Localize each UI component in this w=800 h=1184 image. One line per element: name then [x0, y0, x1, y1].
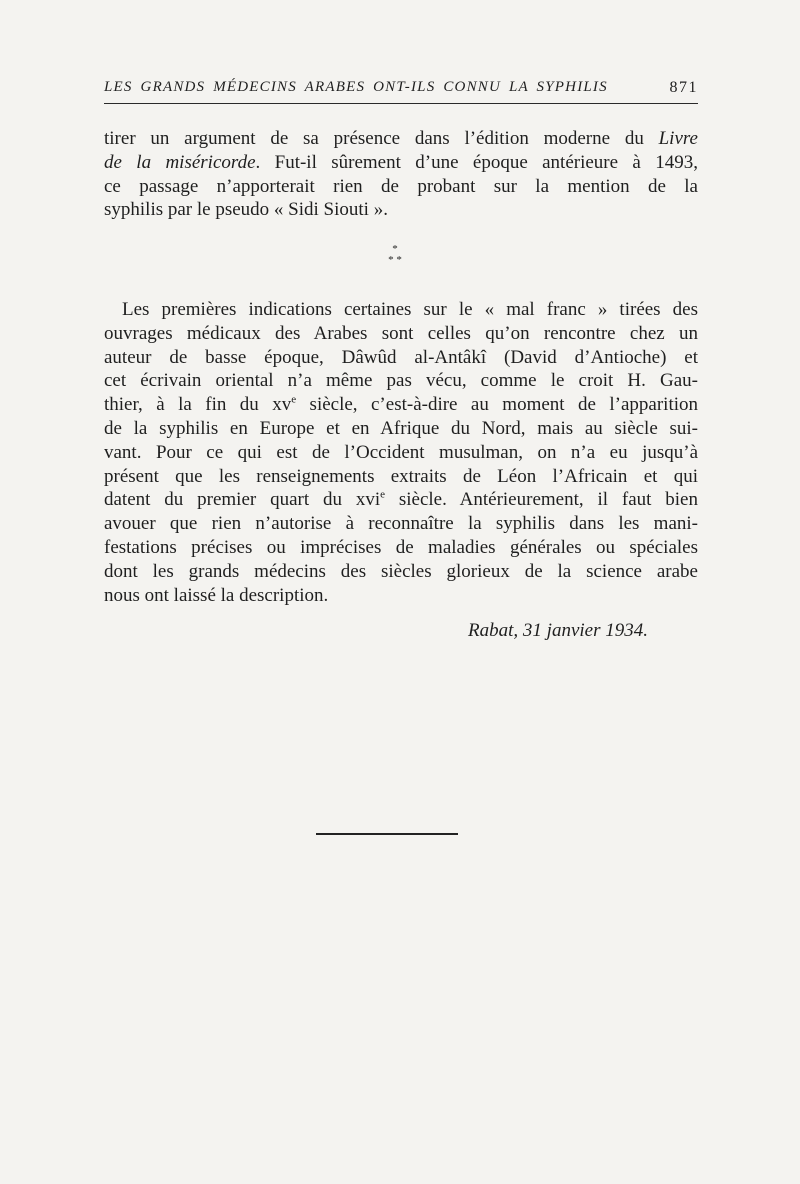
running-head	[104, 74, 698, 100]
text-line: syphilis par le pseudo « Sidi Siouti ».	[104, 199, 388, 221]
end-rule	[316, 833, 458, 835]
asterism-bottom: * *	[388, 254, 402, 266]
place-date-signature: Rabat, 31 janvier 1934.	[468, 620, 648, 641]
text-line: Les premières indications certaines sur le « mal franc » tirées des	[122, 299, 698, 320]
ordinal-superscript: e	[291, 393, 297, 406]
text-line: de la syphilis en Europe et en Afrique du Nord, mais au siècle sui-	[104, 417, 698, 439]
page-number: 871	[669, 79, 698, 96]
paragraph-continuation	[104, 127, 698, 222]
text-line: dont les grands médecins des siècles glorieux de la science arabe	[104, 560, 698, 582]
text-line: auteur de basse époque, Dâwûd al-Antâkî (David d’Antioche) et	[104, 346, 698, 368]
text-line: ce passage n’apporterait rien de probant sur la mention de la	[104, 175, 698, 197]
text-line: festations précises ou imprécises de maladies générales ou spéciales	[104, 536, 698, 558]
text-line: thier, à la fin du $xv^e$ siècle, c’est-à-dire au moment de l’apparition	[104, 393, 698, 416]
text-line: présent que les renseignements extraits de Léon l’Africain et qui	[104, 465, 698, 487]
text-line: ouvrages médicaux des Arabes sont celles qu’on rencontre chez un	[104, 322, 698, 344]
text-line: nous ont laissé la description.	[104, 584, 329, 606]
text-line: de la miséricorde. Fut-il sûrement d’une époque antérieure à 1493,	[104, 151, 698, 173]
text-line: vant. Pour ce qui est de l’Occident musulman, on n’a eu jusqu’à	[104, 441, 698, 463]
ordinal-superscript: e	[380, 489, 385, 502]
asterism-separator	[380, 244, 410, 274]
text-line: datent du premier quart du xvi$^e$ siècle. Antérieurement, il faut bien	[104, 489, 698, 511]
text-line: tirer un argument de sa présence dans l’édition moderne du Livre	[104, 128, 698, 149]
running-title: LES GRANDS MÉDECINS ARABES ONT-ILS CONNU LA SYPHILIS	[104, 79, 608, 95]
header-rule	[104, 103, 698, 104]
text-line: avouer que rien n’autorise à reconnaître la syphilis dans les mani-	[104, 513, 698, 535]
text-line: cet écrivain oriental n’a même pas vécu, comme le croit H. Gau-	[104, 370, 698, 392]
paragraph-main	[104, 298, 698, 607]
asterism-top: *	[392, 243, 398, 255]
